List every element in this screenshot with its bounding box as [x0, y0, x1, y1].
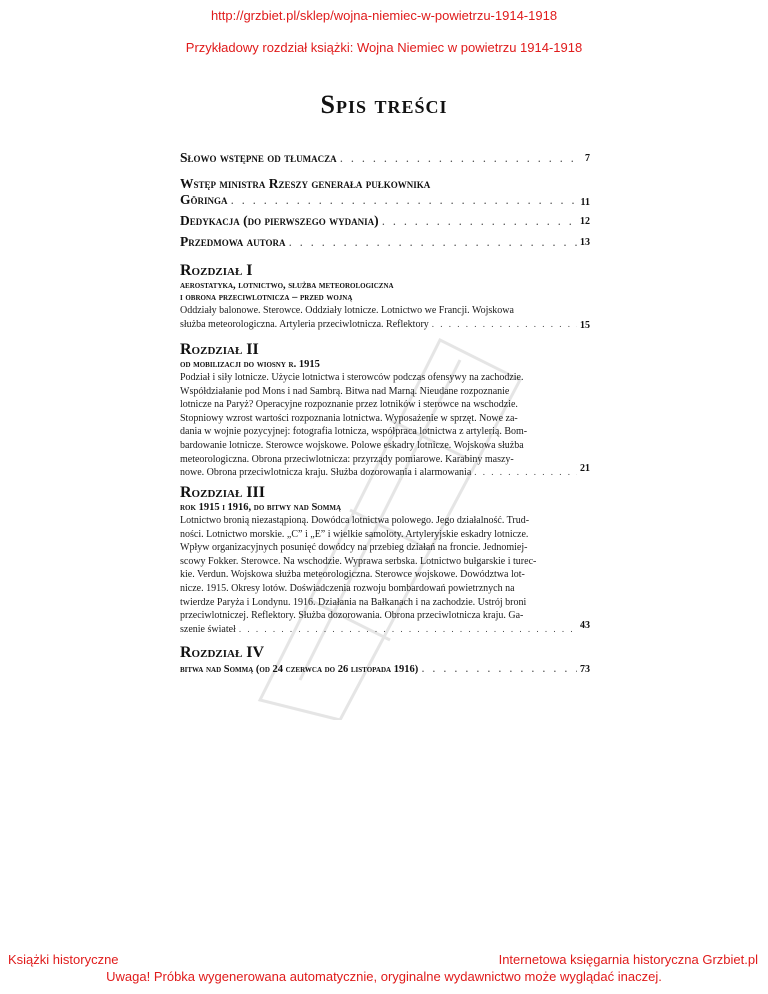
- chapter-page: 21: [580, 463, 590, 474]
- description-line: przeciwlotniczej. Reflektory. Służba dozorowania. Obrona przeciwlotnicza kraju. Ga-: [180, 610, 524, 622]
- footer-left-link[interactable]: Książki historyczne: [8, 952, 119, 967]
- description-line: szenie świateł: [180, 623, 236, 635]
- chapter-subtitle-line: aerostatyka, lotnictwo, służba meteorologiczna: [180, 280, 394, 291]
- page-title: Spis treści: [320, 90, 448, 119]
- toc-entry-label-line1: Wstęp ministra Rzeszy generała pułkownika: [180, 176, 431, 191]
- toc-chapter-4[interactable]: [180, 644, 590, 676]
- chapter-page: 43: [580, 620, 590, 631]
- toc-entry-preface-translator[interactable]: [180, 150, 590, 166]
- header-url-link[interactable]: http://grzbiet.pl/sklep/wojna-niemiec-w-powietrzu-1914-1918: [210, 8, 558, 23]
- description-line: służba meteorologiczna. Artyleria przeciwlotnicza. Reflektory: [180, 318, 429, 330]
- description-line: dania w wojnie pozycyjnej: fotografia lotnicza, współpraca lotnictwa z artylerią. Bom-: [180, 426, 528, 438]
- chapter-description: [180, 514, 580, 636]
- chapter-subtitle-line: bitwa nad Sommą (od 24 czerwca do 26 listopada 1916): [180, 664, 419, 675]
- description-line: ności. Lotnictwo morskie. „C” i „E” i wielkie samoloty. Artyleryjskie eskadry lotnicze.: [180, 528, 529, 540]
- chapter-title: Rozdział II: [180, 341, 259, 358]
- description-line: scowy Fokker. Sterowce. Na wschodzie. Wyprawa serbska. Lotnictwo bułgarskie i turec-: [180, 555, 537, 567]
- description-line: meteorologiczna. Obrona przeciwlotnicza: przyrządy pomiarowe. Karabiny maszy-: [180, 453, 514, 465]
- leader-dots: [239, 623, 577, 637]
- chapter-title: Rozdział IV: [180, 644, 265, 661]
- chapter-title: Rozdział I: [180, 262, 253, 279]
- description-line: Podział i siły lotnicze. Użycie lotnictwa i sterowców podczas ofensywy na zachodzie.: [180, 372, 524, 383]
- description-line: twierdze Paryża i Londynu. 1916. Działania na Bałkanach i na zachodzie. Ustrój broni: [180, 596, 527, 608]
- description-line: Lotnictwo bronią niezastąpioną. Dowódca lotnictwa polowego. Jego działalność. Trud-: [180, 515, 530, 526]
- chapter-description: [180, 371, 580, 480]
- header-subtitle: Przykładowy rozdział książki: Wojna Niemiec w powietrzu 1914-1918: [185, 40, 583, 55]
- toc-entry-label: Dedykacja (do pierwszego wydania): [180, 213, 379, 228]
- toc-entry-minister-intro[interactable]: [180, 176, 590, 208]
- description-line: kie. Verdun. Wojskowa służba meteorologiczna. Sterowce wojskowe. Dowództwa lot-: [180, 569, 525, 581]
- chapter-page: 73: [580, 664, 590, 675]
- leader-dots: [382, 215, 577, 228]
- description-line: nowe. Obrona przeciwlotnicza kraju. Służba dozorowania i alarmowania: [180, 467, 472, 479]
- toc-entry-author-preface[interactable]: [180, 234, 590, 250]
- toc-entry-dedication[interactable]: [180, 213, 590, 229]
- description-line: lotnicze na Paryż? Operacyjne rozpoznanie przez lotników i sterowce na wschodzie.: [180, 399, 518, 411]
- leader-dots: [288, 236, 577, 249]
- chapter-description: [180, 304, 580, 331]
- description-line: Współdziałanie pod Mons i nad Sambrą. Bitwa nad Marną. Nieudane rozpoznanie: [180, 385, 510, 397]
- description-line: Stopniowy wzrost wartości rozpoznania lotnictwa. Wyposażenie w sprzęt. Nowe za-: [180, 412, 518, 424]
- description-line: Wpływ organizacyjnych posunięć dowódcy na przebieg działań na froncie. Jednomiej-: [180, 542, 528, 554]
- toc-entry-label-line2: Göringa: [180, 192, 228, 207]
- toc-chapter-2[interactable]: [180, 341, 590, 480]
- footer-warning: Uwaga! Próbka wygenerowana automatycznie, oryginalne wydawnictwo może wyglądać inaczej.: [106, 969, 662, 984]
- toc-chapter-1[interactable]: [180, 262, 590, 331]
- chapter-page: 15: [580, 320, 590, 331]
- toc-chapter-3[interactable]: [180, 484, 590, 636]
- description-line: Oddziały balonowe. Sterowce. Oddziały lotnicze. Lotnictwo we Francji. Wojskowa: [180, 305, 514, 316]
- toc-entry-page: 11: [580, 197, 590, 208]
- toc-entry-label: Słowo wstępne od tłumacza: [180, 150, 337, 165]
- description-line: nicze. 1915. Okresy lotów. Doświadczenia rozwoju bombardowań powietrznych na: [180, 582, 515, 594]
- toc-entry-label: Przedmowa autora: [180, 234, 286, 249]
- description-line: bardowanie lotnicze. Sterowce wojskowe. Polowe eskadry lotnicze. Wojskowa służba: [180, 439, 524, 451]
- footer-right-link[interactable]: Internetowa księgarnia historyczna Grzbiet.pl: [498, 952, 758, 967]
- chapter-title: Rozdział III: [180, 484, 265, 501]
- chapter-subtitle-line: rok 1915 i 1916, do bitwy nad Sommą: [180, 502, 342, 513]
- chapter-subtitle-line: od mobilizacji do wiosny r. 1915: [180, 359, 320, 370]
- chapter-subtitle-line: i obrona przeciwlotnicza – przed wojną: [180, 292, 353, 303]
- toc-entry-page: 12: [580, 216, 590, 227]
- leader-dots: [231, 194, 577, 207]
- leader-dots: [340, 152, 577, 165]
- toc-entry-page: 7: [585, 153, 590, 164]
- toc-entry-page: 13: [580, 237, 590, 248]
